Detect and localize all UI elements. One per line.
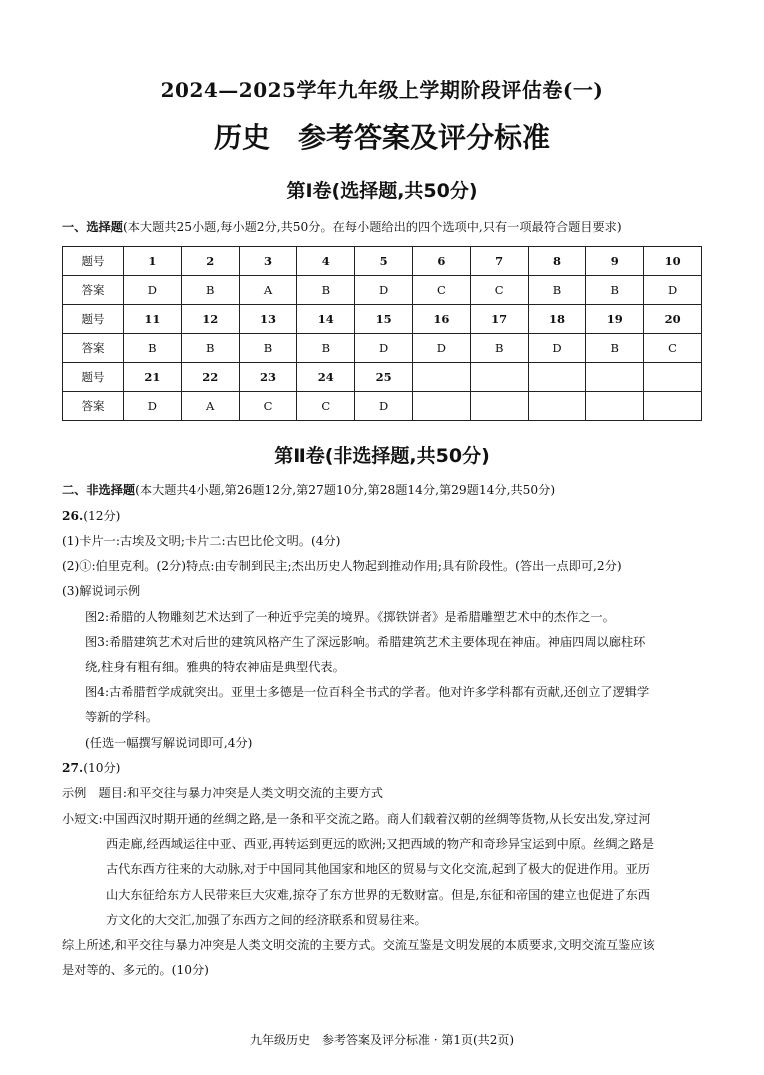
answer-cell: B (181, 334, 239, 363)
q26-header (62, 507, 120, 525)
answer-cell: C (470, 276, 528, 305)
q26-score: (12分) (83, 509, 121, 523)
question-number: 2 (181, 247, 239, 276)
question-number: 1 (124, 247, 182, 276)
q26-line: 图4:古希腊哲学成就突出。亚里士多德是一位百科全书式的学者。他对许多学科都有贡献,还创立了逻辑学 (85, 685, 650, 699)
question-number: 24 (297, 363, 355, 392)
question-number (644, 363, 702, 392)
row-label: 题号 (63, 305, 124, 334)
q27-line: 是对等的、多元的。(10分) (62, 963, 209, 977)
question-number: 22 (181, 363, 239, 392)
answer-cell: A (239, 276, 297, 305)
question-number: 20 (644, 305, 702, 334)
answer-cell (412, 392, 470, 421)
q27-number: 27. (62, 761, 84, 775)
answer-cell (586, 392, 644, 421)
answer-cell: D (528, 334, 586, 363)
question-number: 11 (124, 305, 182, 334)
answer-cell: D (412, 334, 470, 363)
q27-line: 综上所述,和平交往与暴力冲突是人类文明交流的主要方式。交流互鉴是文明发展的本质要求,文明交流互鉴应该 (62, 938, 655, 952)
section1-heading: 第Ⅰ卷(选择题,共50分) (286, 180, 478, 202)
answer-cell: B (528, 276, 586, 305)
subject-name: 历史 (213, 121, 270, 154)
question-number: 14 (297, 305, 355, 334)
q27-line: 古代东西方往来的大动脉,对于中国同其他国家和地区的贸易与文化交流,起到了极大的促进作用。亚历 (106, 862, 650, 876)
row-label: 题号 (63, 247, 124, 276)
answer-cell: B (181, 276, 239, 305)
question-number: 17 (470, 305, 528, 334)
section2-intro-text: (本大题共4小题,第26题12分,第27题10分,第28题14分,第29题14分,共50分) (135, 483, 556, 497)
question-number: 21 (124, 363, 182, 392)
q26-line: 绕,柱身有粗有细。雅典的特农神庙是典型代表。 (85, 660, 345, 674)
answer-cell: B (239, 334, 297, 363)
row-label: 题号 (63, 363, 124, 392)
answer-cell: D (355, 276, 413, 305)
question-number: 9 (586, 247, 644, 276)
answer-cell (470, 392, 528, 421)
question-number: 3 (239, 247, 297, 276)
section2-intro (62, 481, 555, 499)
question-number: 10 (644, 247, 702, 276)
row-label: 答案 (63, 334, 124, 363)
answer-cell: C (297, 392, 355, 421)
answer-cell: B (586, 276, 644, 305)
question-number: 8 (528, 247, 586, 276)
q27-line: 西走廊,经西域运往中亚、西亚,再转运到更远的欧洲;又把西域的物产和奇珍异宝运到中原。丝绸之路是 (106, 837, 655, 851)
question-number: 25 (355, 363, 413, 392)
question-number: 16 (412, 305, 470, 334)
q26-number: 26. (62, 509, 84, 523)
table-row-numbers-1 (63, 247, 702, 276)
answer-cell (644, 392, 702, 421)
answer-cell: B (297, 334, 355, 363)
answer-cell: C (412, 276, 470, 305)
question-number: 4 (297, 247, 355, 276)
answer-cell: B (470, 334, 528, 363)
exam-title: 2024—2025学年九年级上学期阶段评估卷(一) (160, 78, 604, 102)
answer-cell (528, 392, 586, 421)
q27-header (62, 759, 120, 777)
subject-title (0, 116, 764, 156)
answer-cell: D (124, 276, 182, 305)
question-number: 12 (181, 305, 239, 334)
answer-cell: C (239, 392, 297, 421)
question-number (586, 363, 644, 392)
q26-line: (2)①:伯里克利。(2分)特点:由专制到民主;杰出历史人物起到推动作用;具有阶段性。(答出一点即可,2分) (62, 559, 622, 573)
question-number: 23 (239, 363, 297, 392)
answer-cell: D (124, 392, 182, 421)
page-footer: 九年级历史 参考答案及评分标准 · 第1页(共2页) (249, 1033, 515, 1047)
q26-line: (1)卡片一:古埃及文明;卡片二:古巴比伦文明。(4分) (62, 534, 341, 548)
q27-score: (10分) (83, 761, 121, 775)
q26-line: (任选一幅撰写解说词即可,4分) (85, 736, 253, 750)
question-number: 6 (412, 247, 470, 276)
section2-intro-label: 二、非选择题 (62, 483, 136, 497)
question-number (528, 363, 586, 392)
question-number (412, 363, 470, 392)
q26-line: (3)解说词示例 (62, 584, 141, 598)
question-number (470, 363, 528, 392)
table-row-numbers-2 (63, 305, 702, 334)
table-row-answers-3 (63, 392, 702, 421)
q27-line: 方文化的大交汇,加强了东西方之间的经济联系和贸易往来。 (106, 913, 427, 927)
q26-line: 图2:希腊的人物雕刻艺术达到了一种近乎完美的境界。《掷铁饼者》是希腊雕塑艺术中的杰作之一。 (85, 610, 615, 624)
q27-line: 示例 题目:和平交往与暴力冲突是人类文明交流的主要方式 (62, 786, 383, 800)
answer-cell: D (355, 334, 413, 363)
answer-cell: B (586, 334, 644, 363)
section2-heading: 第Ⅱ卷(非选择题,共50分) (274, 445, 490, 467)
question-number: 15 (355, 305, 413, 334)
table-row-numbers-3 (63, 363, 702, 392)
question-number: 5 (355, 247, 413, 276)
document-subtitle: 参考答案及评分标准 (298, 121, 551, 154)
table-row-answers-2 (63, 334, 702, 363)
q27-line: 小短文:中国西汉时期开通的丝绸之路,是一条和平交流之路。商人们载着汉朝的丝绸等货物,从长安出发,穿过河 (62, 812, 651, 826)
answer-cell: C (644, 334, 702, 363)
q27-line: 山大东征给东方人民带来巨大灾难,掠夺了东方世界的无数财富。但是,东征和帝国的建立也促进了东西 (106, 888, 650, 902)
section1-intro-label: 一、选择题 (62, 220, 123, 234)
answer-cell: B (124, 334, 182, 363)
question-number: 13 (239, 305, 297, 334)
row-label: 答案 (63, 392, 124, 421)
question-number: 18 (528, 305, 586, 334)
q26-line: 图3:希腊建筑艺术对后世的建筑风格产生了深远影响。希腊建筑艺术主要体现在神庙。神庙四周以廊柱环 (85, 635, 646, 649)
answer-cell: B (297, 276, 355, 305)
answer-table (62, 246, 702, 421)
question-number: 19 (586, 305, 644, 334)
row-label: 答案 (63, 276, 124, 305)
answer-cell: A (181, 392, 239, 421)
q26-line: 等新的学科。 (85, 710, 159, 724)
answer-cell: D (355, 392, 413, 421)
question-number: 7 (470, 247, 528, 276)
section1-intro (62, 218, 622, 236)
answer-cell: D (644, 276, 702, 305)
table-row-answers-1 (63, 276, 702, 305)
section1-intro-text: (本大题共25小题,每小题2分,共50分。在每小题给出的四个选项中,只有一项最符合题目要求) (122, 220, 622, 234)
